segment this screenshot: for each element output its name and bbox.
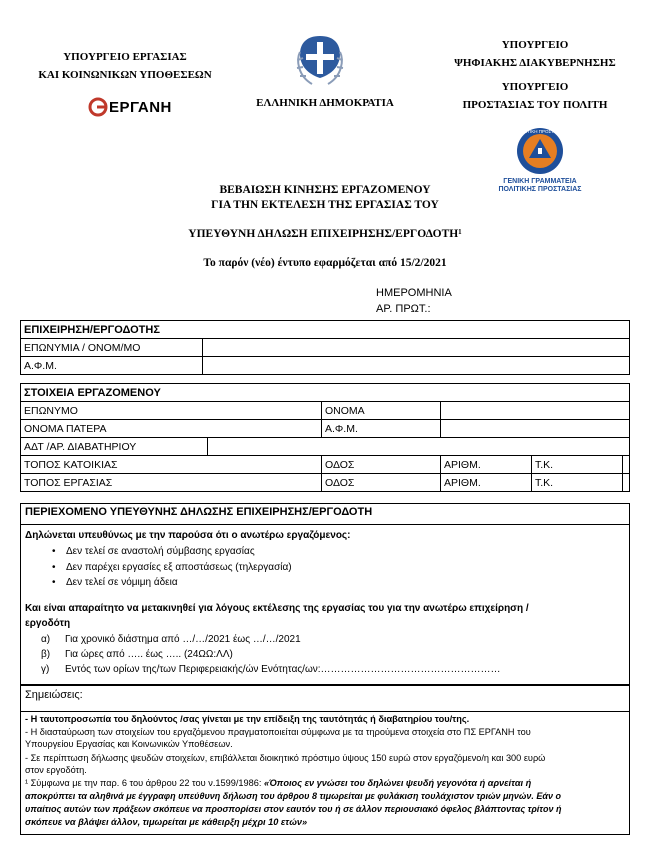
employee-father-label: ΟΝΟΜΑ ΠΑΤΕΡΑ: [21, 420, 322, 438]
employer-header: ΕΠΙΧΕΙΡΗΣΗ/ΕΡΓΟΔΟΤΗΣ: [21, 321, 630, 339]
work-number-label: ΑΡΙΘΜ.: [441, 474, 532, 492]
hellenic-republic-title: ΕΛΛΗΝΙΚΗ ΔΗΜΟΚΡΑΤΙΑ: [256, 97, 394, 109]
option-b-marker: β): [41, 649, 51, 660]
employee-name-label: ΟΝΟΜΑ: [322, 402, 441, 420]
employer-table: [20, 320, 630, 375]
employee-name-field[interactable]: [441, 402, 630, 420]
work-postcode-field[interactable]: [623, 474, 630, 492]
note-crosscheck-1: - Η διασταύρωση των στοιχείων του εργαζόμενου πραγματοποιείται σύμφωνα με τα τηρούμενα στοιχεία στο ΠΣ ΕΡΓΑΝΗ του: [25, 727, 531, 737]
option-c-region[interactable]: Εντός των ορίων της/των Περιφερειακής/ών Ενότητας/ων:………………………………………………: [65, 664, 501, 675]
note-penalty-1: - Σε περίπτωση δήλωσης ψευδών στοιχείων, επιβάλλεται διοικητικό πρόστιμο ύψους 150 ευρώ στον εργαζόμενο/η και 300 ευρώ: [25, 753, 546, 763]
note-penalty-2: στον εργοδότη.: [25, 765, 87, 775]
option-c-marker: γ): [41, 664, 50, 675]
necessity-line-1: Και είναι απαραίτητο να μετακινηθεί για λόγους εκτέλεσης της εργασίας του για την ανωτέρω επιχείρηση /: [25, 603, 529, 614]
form-subtitle: ΥΠΕΥΘΥΝΗ ΔΗΛΩΣΗ ΕΠΙΧΕΙΡΗΣΗΣ/ΕΡΓΟΔΟΤΗ¹: [188, 228, 462, 240]
ministry-digital-line1: ΥΠΟΥΡΓΕΙΟ: [501, 39, 569, 51]
protocol-label: ΑΡ. ΠΡΩΤ.:: [376, 303, 431, 315]
ministry-labour-line1: ΥΠΟΥΡΓΕΙΟ ΕΡΓΑΣΙΑΣ: [63, 51, 187, 63]
work-street-label: ΟΔΟΣ: [322, 474, 441, 492]
ministry-labour: [18, 48, 232, 84]
declaration-intro: Δηλώνεται υπευθύνως με την παρούσα ότι ο ανωτέρω εργαζόμενος:: [25, 530, 351, 541]
option-a-marker: α): [41, 634, 51, 645]
employee-header: ΣΤΟΙΧΕΙΑ ΕΡΓΑΖΟΜΕΝΟΥ: [21, 384, 630, 402]
option-b-hours[interactable]: Για ώρες από ….. έως ….. (24ΩΩ:ΛΛ): [65, 649, 233, 660]
work-postcode-label: Τ.Κ.: [532, 474, 623, 492]
ministry-citizen-line2: ΠΡΟΣΤΑΣΙΑΣ ΤΟΥ ΠΟΛΙΤΗ: [462, 99, 608, 111]
footnote-line-1-italic: «Όποιος εν γνώσει του δηλώνει ψευδή γεγονότα ή αρνείται ή: [263, 778, 532, 788]
employee-surname-label: ΕΠΩΝΥΜΟ: [21, 402, 322, 420]
employee-afm-label: Α.Φ.Μ.: [322, 420, 441, 438]
residence-street-label: ΟΔΟΣ: [322, 456, 441, 474]
civil-protection-caption-2: ΠΟΛΙΤΙΚΗΣ ΠΡΟΣΤΑΣΙΑΣ: [498, 186, 582, 193]
note-crosscheck-2: Υπουργείου Εργασίας και Κοινωνικών Υποθέσεων.: [25, 739, 233, 749]
notes-header: Σημειώσεις:: [21, 686, 629, 712]
option-a-period[interactable]: Για χρονικό διάστημα από …/…/2021 έως …/…/2021: [65, 634, 301, 645]
ergani-logo: [88, 96, 172, 118]
employer-afm-field[interactable]: [203, 357, 630, 375]
employer-name-field[interactable]: [203, 339, 630, 357]
title-line2: ΓΙΑ ΤΗΝ ΕΚΤΕΛΕΣΗ ΤΗΣ ΕΡΓΑΣΙΑΣ ΤΟΥ: [211, 199, 439, 211]
footnote-line-1-plain: ¹ Σύμφωνα με την παρ. 6 του άρθρου 22 του ν.1599/1986:: [25, 778, 264, 788]
footnote-line-2: αποκρύπτει τα αληθινά με έγγραφη υπεύθυνη δήλωση του άρθρου 8 τιμωρείται με φυλάκιση τουλάχιστον τριών μηνών. Εάν ο: [25, 791, 562, 801]
employer-name-label: ΕΠΩΝΥΜΙΑ / ΟΝΟΜ/ΜΟ: [21, 339, 203, 357]
residence-postcode-label: Τ.Κ.: [532, 456, 623, 474]
ministry-citizen-line1: ΥΠΟΥΡΓΕΙΟ: [501, 81, 569, 93]
employee-afm-field[interactable]: [441, 420, 630, 438]
greek-emblem-icon: [294, 30, 346, 92]
declaration-bullet-2: • Δεν παρέχει εργασίες εξ αποστάσεως (τηλεργασία): [66, 562, 292, 573]
ministry-citizen-protection: [430, 78, 640, 114]
valid-from-note: Το παρόν (νέο) έντυπο εφαρμόζεται από 15/2/2021: [203, 257, 447, 269]
declaration-content-box: [20, 503, 630, 685]
footnote-line-1: [25, 778, 531, 788]
employee-id-label: ΑΔΤ /ΑΡ. ΔΙΑΒΑΤΗΡΙΟΥ: [21, 438, 208, 456]
ergani-e-icon: [88, 97, 108, 117]
footnote-line-3: υπαίτιος αυτών των πράξεων σκόπευε να προσπορίσει στον εαυτόν του ή σε άλλον περιουσιακό όφελος βλάπτοντας τρίτον ή: [25, 804, 562, 814]
declaration-bullet-1: • Δεν τελεί σε αναστολή σύμβασης εργασίας: [66, 546, 255, 557]
civil-protection-caption-1: ΓΕΝΙΚΗ ΓΡΑΜΜΑΤΕΙΑ: [503, 178, 577, 185]
ministry-digital: [430, 36, 640, 72]
residence-label: ΤΟΠΟΣ ΚΑΤΟΙΚΙΑΣ: [21, 456, 322, 474]
notes-box: [20, 685, 630, 835]
employee-table: [20, 383, 630, 492]
necessity-line-2: εργοδότη: [25, 618, 71, 629]
employee-id-field[interactable]: [208, 438, 630, 456]
work-place-label: ΤΟΠΟΣ ΕΡΓΑΣΙΑΣ: [21, 474, 322, 492]
residence-postcode-field[interactable]: [623, 456, 630, 474]
date-label: ΗΜΕΡΟΜΗΝΙΑ: [376, 287, 452, 299]
residence-number-label: ΑΡΙΘΜ.: [441, 456, 532, 474]
title-line1: ΒΕΒΑΙΩΣΗ ΚΙΝΗΣΗΣ ΕΡΓΑΖΟΜΕΝΟΥ: [219, 184, 431, 196]
ministry-digital-line2: ΨΗΦΙΑΚΗΣ ΔΙΑΚΥΒΕΡΝΗΣΗΣ: [454, 57, 616, 69]
footnote-line-4: σκόπευε να βλάψει άλλον, τιμωρείται με κάθειρξη μέχρι 10 ετών»: [25, 817, 308, 827]
declaration-content-header: ΠΕΡΙΕΧΟΜΕΝΟ ΥΠΕΥΘΥΝΗΣ ΔΗΛΩΣΗΣ ΕΠΙΧΕΙΡΗΣΗΣ/ΕΡΓΟΔΟΤΗ: [21, 504, 629, 525]
declaration-bullet-3: • Δεν τελεί σε νόμιμη άδεια: [66, 577, 178, 588]
note-identity: - Η ταυτοπροσωπία του δηλούντος /σας γίνεται με την επίδειξη της ταυτότητάς ή διαβατηρίου του/της.: [25, 714, 470, 724]
ministry-labour-line2: ΚΑΙ ΚΟΙΝΩΝΙΚΩΝ ΥΠΟΘΕΣΕΩΝ: [38, 69, 212, 81]
ergani-logo-text: ΕΡΓΑΝΗ: [109, 98, 172, 116]
employer-afm-label: Α.Φ.Μ.: [21, 357, 203, 375]
civil-protection-logo-text: ΠΟΛΙΤΙΚΗ ΠΡΟΣΤΑΣΙΑ: [516, 129, 564, 134]
